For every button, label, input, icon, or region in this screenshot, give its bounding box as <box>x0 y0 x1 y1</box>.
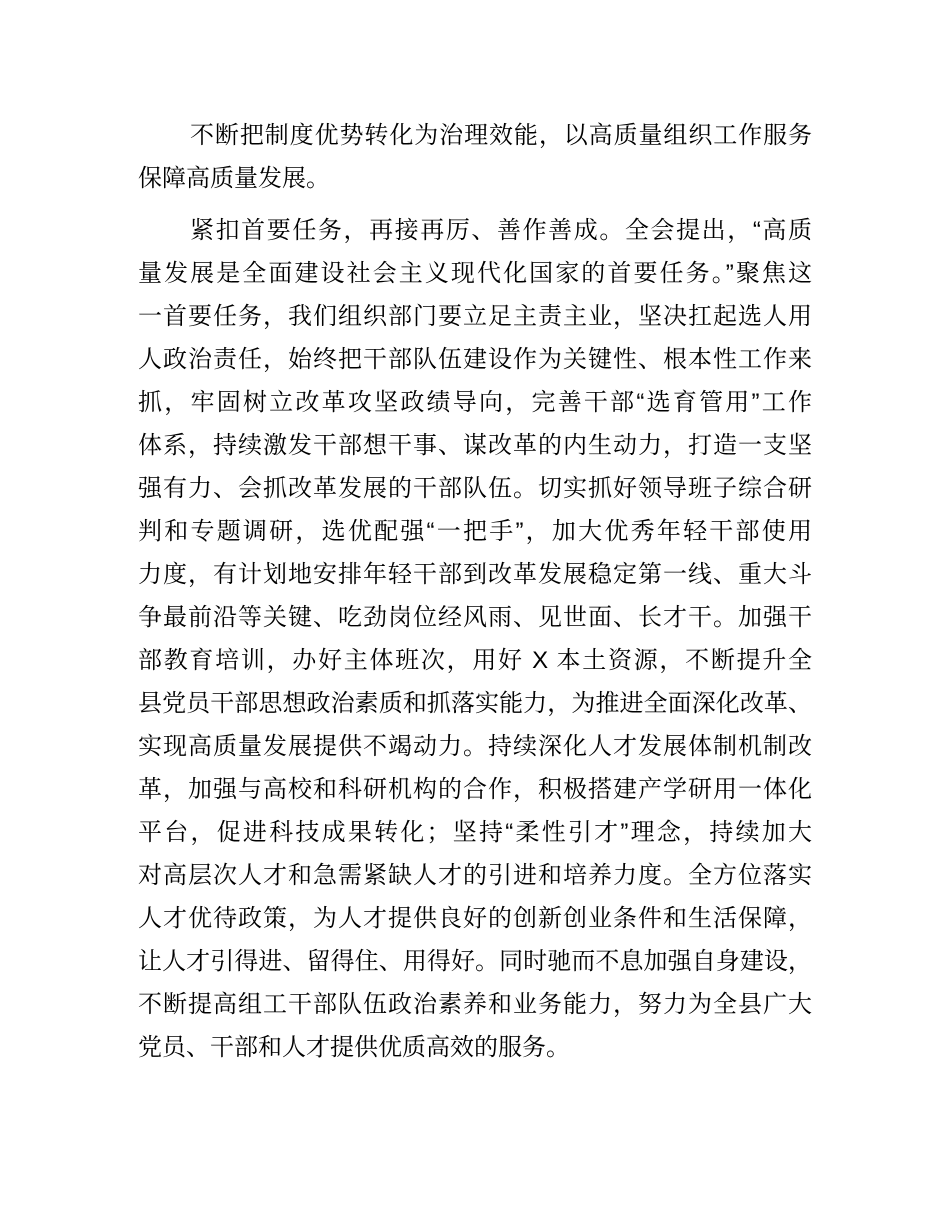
text-line: 人政治责任，始终把干部队伍建设作为关键性、根本性工作来 <box>138 346 812 373</box>
text-line: 紧扣首要任务，再接再厉、善作善成。全会提出，“高质 <box>190 217 812 244</box>
document-body <box>138 114 812 1069</box>
text-line: 保障高质量发展。 <box>138 165 330 192</box>
text-line: 不断提高组工干部队伍政治素养和业务能力，努力为全县广大 <box>138 991 812 1018</box>
text-line: 一首要任务，我们组织部门要立足主责主业，坚决扛起选人用 <box>138 303 812 330</box>
text-line: 量发展是全面建设社会主义现代化国家的首要任务。”聚焦这 <box>138 260 812 287</box>
text-line: 体系，持续激发干部想干事、谋改革的内生动力，打造一支坚 <box>138 432 812 459</box>
text-line: 人才优待政策，为人才提供良好的创新创业条件和生活保障， <box>138 905 812 932</box>
text-line: 争最前沿等关键、吃劲岗位经风雨、见世面、长才干。加强干 <box>138 604 812 631</box>
text-line: 不断把制度优势转化为治理效能，以高质量组织工作服务 <box>190 122 812 149</box>
text-line: 力度，有计划地安排年轻干部到改革发展稳定第一线、重大斗 <box>138 561 812 588</box>
text-line: 平台，促进科技成果转化；坚持“柔性引才”理念，持续加大 <box>138 819 812 846</box>
text-line: 强有力、会抓改革发展的干部队伍。切实抓好领导班子综合研 <box>138 475 812 502</box>
text-line: 判和专题调研，选优配强“一把手”，加大优秀年轻干部使用 <box>138 518 812 545</box>
text-line: 抓，牢固树立改革攻坚政绩导向，完善干部“选育管用”工作 <box>138 389 812 416</box>
text-line: 对高层次人才和急需紧缺人才的引进和培养力度。全方位落实 <box>138 862 812 889</box>
text-line: 党员、干部和人才提供优质高效的服务。 <box>138 1034 570 1061</box>
paragraph <box>138 114 812 200</box>
text-line: 让人才引得进、留得住、用得好。同时驰而不息加强自身建设， <box>138 948 812 975</box>
text-line: 实现高质量发展提供不竭动力。持续深化人才发展体制机制改 <box>138 733 812 760</box>
text-line: 部教育培训，办好主体班次，用好 X 本土资源，不断提升全 <box>138 647 812 674</box>
paragraph <box>138 209 812 1069</box>
text-line: 县党员干部思想政治素质和抓落实能力，为推进全面深化改革、 <box>138 690 812 717</box>
text-line: 革，加强与高校和科研机构的合作，积极搭建产学研用一体化 <box>138 776 812 803</box>
